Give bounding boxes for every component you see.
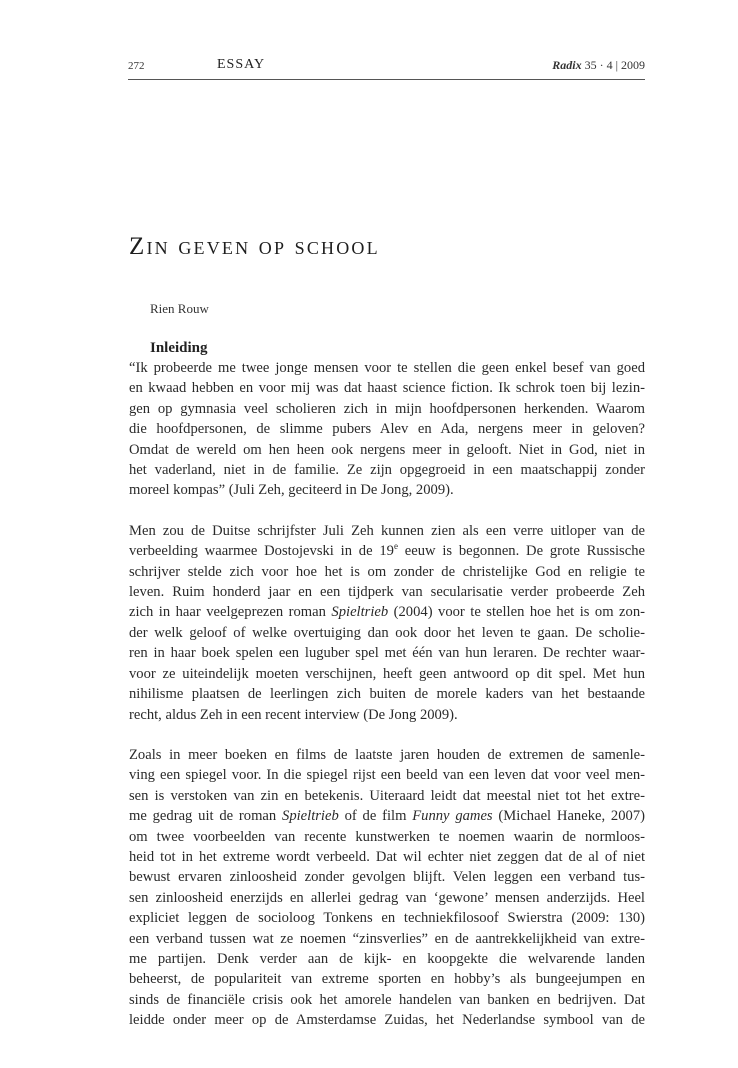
paragraph-extremes	[129, 745, 645, 1031]
text-line: Men zou de Duitse schrijfster Juli Zeh kunnen zien als een verre uitloper van de	[129, 522, 645, 539]
text-line: om twee voorbeelden van recente kunstwerken te noemen waarin de normloos-	[129, 828, 645, 845]
text-line: het vaderland, niet in de familie. Ze zijn opgegroeid in een maatschappij zonder	[129, 462, 645, 479]
paragraph-quote	[129, 358, 645, 501]
text-line: der welk geloof of welke overtuiging dan ook door het leven te gaan. De scholie-	[129, 624, 645, 641]
text-line: Zoals in meer boeken en films de laatste jaren houden de extremen de samenle-	[129, 746, 645, 763]
text-line: beheerst, de populariteit van extreme sporten en hobby’s als bungeejumpen en	[129, 971, 645, 988]
text-line: en kwaad hebben en voor mij was dat haast science fiction. Ik schrok toen bij lezin-	[129, 380, 645, 397]
running-header	[128, 55, 645, 80]
text-line: leidde onder meer op de Amsterdamse Zuidas, het Nederlandse symbool van de	[129, 1012, 645, 1029]
text-line: zich in haar veelgeprezen roman Spieltrieb (2004) voor te stellen hoe het is om zon-	[129, 604, 645, 621]
paragraph-zeh	[129, 521, 645, 725]
text-line: nihilisme plaatsen de leerlingen zich buiten de morele kaders van het bestaande	[129, 686, 645, 703]
text-line: schrijver stelde zich voor hoe het is om zonder de christelijke God en religie te	[129, 563, 645, 580]
journal-reference	[552, 58, 645, 73]
journal-issue: 35 · 4 | 2009	[584, 58, 645, 72]
text-line: sinds de financiële crisis ook het amorele handelen van banken en bedrijven. Dat	[129, 991, 645, 1008]
article-title: Zin geven op school	[129, 233, 380, 260]
text-line: verbeelding waarmee Dostojevski in de 19e eeuw is begonnen. De grote Russische	[129, 541, 645, 560]
page-number: 272	[128, 60, 145, 72]
text-line: expliciet leggen de socioloog Tonkens en techniekfilosoof Swierstra (2009: 130)	[129, 910, 645, 927]
text-line: me partijen. Denk verder aan de kijk- en koopgekte die welvarende landen	[129, 950, 645, 967]
superscript: e	[393, 541, 398, 552]
text-line: sen zinloosheid enerzijds en allerlei gedrag van ‘gewone’ mensen anderzijds. Heel	[129, 889, 645, 906]
text-line: heid tot in het extreme wordt verbeeld. Dat wil echter niet zeggen dat de al of niet	[129, 848, 645, 865]
text-line: leven. Ruim honderd jaar en een tijdperk van secularisatie verder probeerde Zeh	[129, 584, 645, 601]
text-line: bewust ervaren zinloosheid zonder gevolgen blijft. Velen leggen een verband tus-	[129, 869, 645, 886]
text-line: me gedrag uit de roman Spieltrieb of de film Funny games (Michael Haneke, 2007)	[129, 808, 645, 825]
book-title: Spieltrieb	[331, 604, 389, 621]
text-line: gen op gymnasia veel scholieren zich in mijn hoofdpersonen herkenden. Waarom	[129, 400, 645, 417]
text-line: voor ze uiteindelijk moeten verschijnen, heeft geen antwoord op dit spel. Met hun	[129, 665, 645, 682]
section-label: ESSAY	[217, 57, 266, 72]
article-body	[129, 338, 645, 1031]
text-line: sen is verstoken van zin en betekenis. Uiteraard leidt dat meestal niet tot het extre-	[129, 787, 645, 804]
article-author: Rien Rouw	[150, 301, 209, 316]
text-line: een verband tussen wat ze noemen “zinsverlies” en de aantrekkelijkheid van extre-	[129, 930, 645, 947]
film-title: Funny games	[412, 808, 493, 825]
text-line: die hoofdpersonen, de slimme pubers Alev en Ada, nergens meer in geloven?	[129, 421, 645, 438]
text-line: “Ik probeerde me twee jonge mensen voor te stellen die geen enkel besef van goed	[129, 360, 645, 376]
text-line: moreel kompas” (Juli Zeh, geciteerd in De Jong, 2009).	[129, 482, 454, 499]
text-line: Omdat de wereld om hen heen ook nergens meer in gelooft. Niet in God, niet in	[129, 441, 645, 458]
text-line: recht, aldus Zeh in een recent interview (De Jong 2009).	[129, 706, 458, 723]
journal-name: Radix	[552, 58, 582, 72]
section-heading: Inleiding	[150, 340, 208, 356]
book-title: Spieltrieb	[282, 808, 339, 825]
text-line: ren in haar boek spelen een luguber spel met één van hun leraren. De rechter waar-	[129, 645, 645, 662]
text-line: ving een spiegel voor. In die spiegel rijst een beeld van een leven dat voor veel men-	[129, 767, 645, 784]
